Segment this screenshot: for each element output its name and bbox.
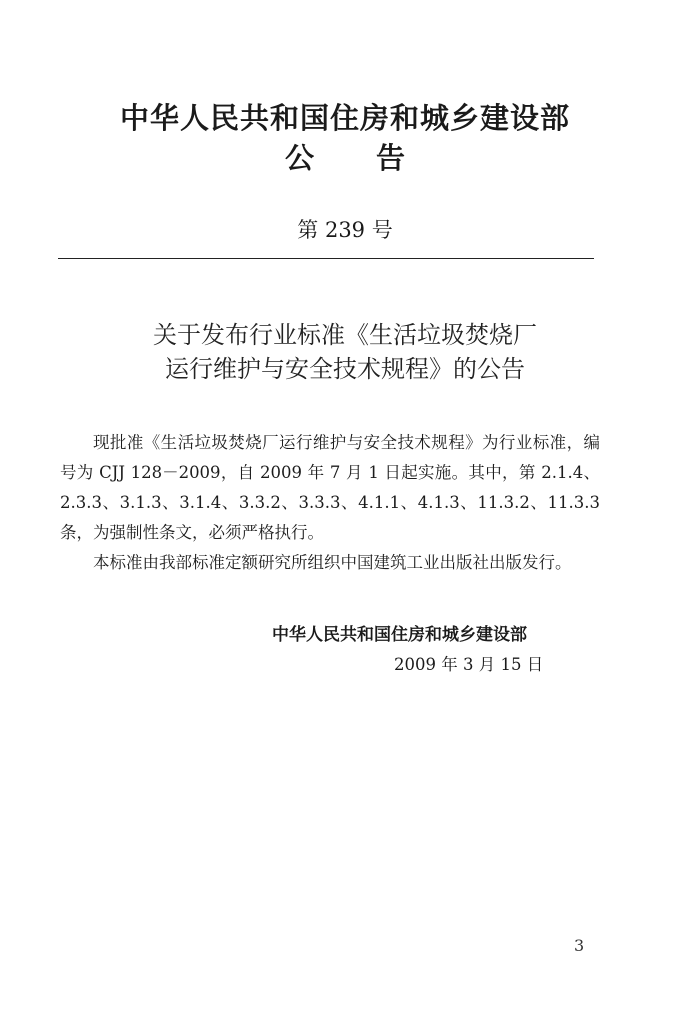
page-number: 3 (574, 936, 585, 955)
notice-body (60, 428, 600, 578)
notice-number: 第 239 号 (297, 218, 393, 242)
body-paragraph-1: 现批准《生活垃圾焚烧厂运行维护与安全技术规程》为行业标准，编号为 CJJ 128－2009，自 2009 年 7 月 1 日起实施。其中，第 2.1.4、2.3.3、3.1.3、3.1.4、3.3.2、3.3.3、4.1.1、4.1.3、11.3.2、11.3.3 条，为强制性条文，必须严格执行。 (60, 433, 600, 542)
notice-subject (95, 318, 595, 386)
body-paragraph-2: 本标准由我部标准定额研究所组织中国建筑工业出版社出版发行。 (93, 553, 572, 572)
subject-line-2: 运行维护与安全技术规程》的公告 (165, 355, 525, 383)
notice-heading: 公告 (284, 141, 467, 175)
signature-organization: 中华人民共和国住房和城乡建设部 (272, 625, 527, 645)
divider-rule (58, 258, 594, 259)
subject-line-1: 关于发布行业标准《生活垃圾焚烧厂 (153, 321, 537, 349)
ministry-title: 中华人民共和国住房和城乡建设部 (119, 101, 570, 135)
signature-date: 2009 年 3 月 15 日 (394, 655, 544, 674)
